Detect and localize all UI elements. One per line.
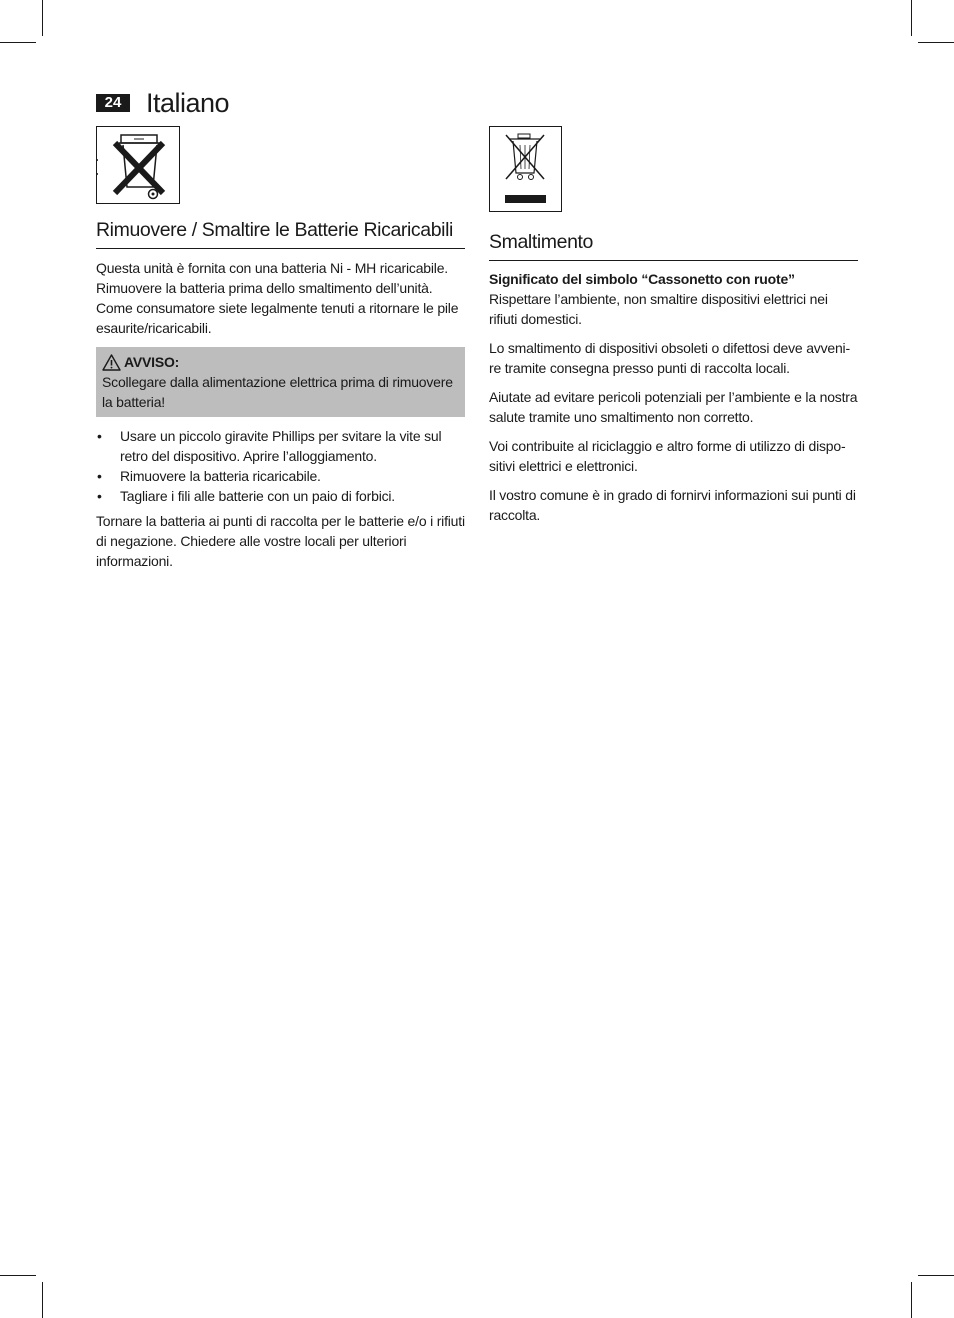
page-header: [96, 86, 229, 120]
list-item: • Tagliare i fili alle batterie con un paio di forbici.: [96, 486, 465, 506]
crop-mark: [918, 1275, 954, 1276]
intro-paragraph: Questa unità è fornita con una batteria Ni - MH ricaricabile. Rimuovere la batteria prima dello smaltimento dell’unità. Come consumatore siete legalmente tenuti a ritornare le pile esaurite/ricaricabili.: [96, 260, 459, 336]
list-item: • Rimuovere la batteria ricaricabile.: [96, 466, 465, 486]
section-title: Rimuovere / Smaltire le Batterie Ricaricabili: [96, 219, 465, 249]
paragraph: Rispettare l’ambiente, non smaltire dispositivi elettrici nei rifiuti domestici.: [489, 291, 828, 327]
disposal-section: [489, 126, 858, 525]
symbol-meaning-title: Significato del simbolo “Cassonetto con ruote”: [489, 271, 795, 287]
section-title: Smaltimento: [489, 231, 858, 261]
warning-text: Scollegare dalla alimentazione elettrica prima di rimuovere la batteria!: [102, 374, 453, 410]
paragraph: Aiutate ad evitare pericoli potenziali per l’ambiente e la nostra salute tramite uno smaltimento non corretto.: [489, 389, 858, 425]
paragraph: Il vostro comune è in grado di fornirvi informazioni sui punti di raccolta.: [489, 487, 856, 523]
warning-label: AVVISO:: [124, 354, 180, 370]
weee-crossed-bin-icon: [489, 126, 562, 212]
crop-mark: [911, 0, 912, 36]
list-item: • Usare un piccolo giravite Phillips per svitare la vite sul retro del dispositivo. Aprire l’alloggiamento.: [96, 426, 465, 466]
warning-box: [96, 347, 465, 417]
warning-title: [102, 352, 459, 372]
crop-mark: [42, 0, 43, 36]
crop-mark: [0, 42, 36, 43]
battery-section: [96, 126, 465, 571]
crop-mark: [42, 1282, 43, 1318]
crop-mark: [0, 1275, 36, 1276]
crossed-out-battery-bin-icon: [96, 126, 180, 204]
instruction-list: [96, 426, 465, 506]
page-title: Italiano: [146, 87, 230, 118]
paragraph: Lo smaltimento di dispositivi obsoleti o difettosi deve avveni-re tramite consegna presso punti di raccolta locali.: [489, 340, 850, 376]
crop-mark: [911, 1282, 912, 1318]
paragraph: Voi contribuite al riciclaggio e altro forme di utilizzo di dispo-sitivi elettrici e elettronici.: [489, 438, 846, 474]
warning-triangle-icon: [102, 354, 121, 371]
outro-paragraph: Tornare la batteria ai punti di raccolta per le batterie e/o i rifiuti di negazione. Chiedere alle vostre locali per ulteriori informazioni.: [96, 513, 465, 569]
page-number: 24: [96, 94, 130, 112]
crop-mark: [918, 42, 954, 43]
